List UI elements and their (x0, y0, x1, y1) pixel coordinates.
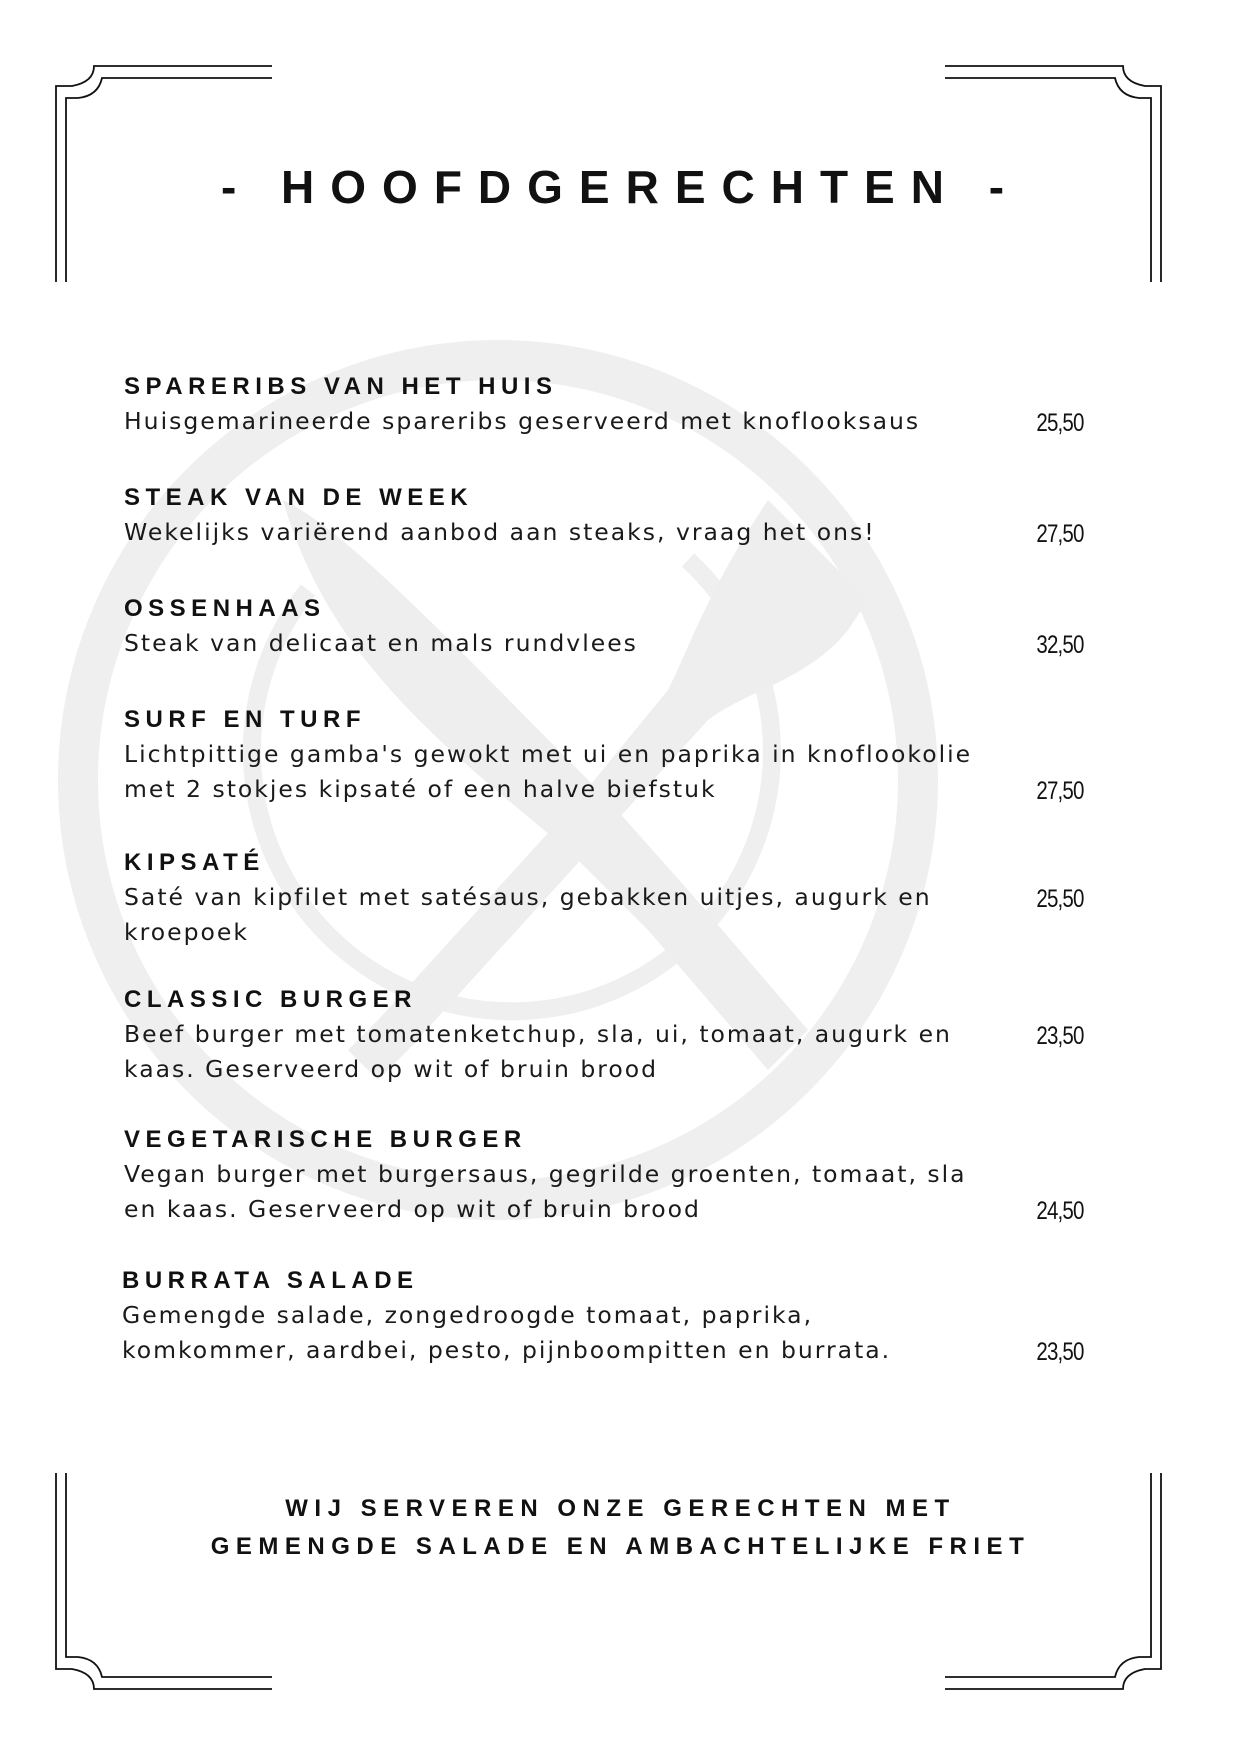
menu-item (124, 1123, 1084, 1227)
item-description: Lichtpittige gamba's gewokt met ui en paprika in knoflookolie met 2 stokjes kipsaté of een halve biefstuk (124, 740, 973, 803)
item-name: OSSENHAAS (124, 595, 326, 622)
item-name: VEGETARISCHE BURGER (124, 1126, 527, 1153)
footer-line-2: GEMENGDE SALADE EN AMBACHTELIJKE FRIET (210, 1533, 1031, 1560)
item-name: SPARERIBS VAN HET HUIS (124, 373, 558, 400)
menu-item (124, 592, 1084, 661)
item-price: 27,50 (1036, 777, 1084, 805)
item-description: Huisgemarineerde spareribs geserveerd met knoflooksaus (124, 407, 921, 435)
menu-item (124, 983, 1084, 1087)
footer-line-1: WIJ SERVEREN ONZE GERECHTEN MET (285, 1495, 956, 1522)
item-price: 23,50 (1036, 1022, 1084, 1050)
menu-item (124, 703, 1084, 807)
item-description: Wekelijks variërend aanbod aan steaks, vraag het ons! (124, 518, 876, 546)
item-price: 23,50 (1036, 1338, 1084, 1366)
item-name: CLASSIC BURGER (124, 986, 418, 1013)
item-name: SURF EN TURF (124, 706, 366, 733)
item-description: Gemengde salade, zongedroogde tomaat, paprika, komkommer, aardbei, pesto, pijnboompitten en burrata. (122, 1301, 892, 1364)
item-name: STEAK VAN DE WEEK (124, 484, 474, 511)
menu-item (124, 370, 1084, 439)
item-name: KIPSATÉ (124, 849, 265, 876)
item-price: 24,50 (1036, 1197, 1084, 1225)
item-description: Steak van delicaat en mals rundvlees (124, 629, 638, 657)
item-price: 32,50 (1036, 631, 1084, 659)
item-description: Beef burger met tomatenketchup, sla, ui, tomaat, augurk en kaas. Geserveerd op wit of bruin brood (124, 1020, 952, 1083)
menu-item (122, 1264, 1082, 1368)
item-description: Saté van kipfilet met satésaus, gebakken uitjes, augurk en kroepoek (124, 883, 932, 946)
item-price: 25,50 (1036, 409, 1084, 437)
item-price: 27,50 (1036, 520, 1084, 548)
item-name: BURRATA SALADE (122, 1267, 419, 1294)
item-price: 25,50 (1036, 885, 1084, 913)
menu-item (124, 481, 1084, 550)
footer-note (0, 1490, 1241, 1566)
item-description: Vegan burger met burgersaus, gegrilde groenten, tomaat, sla en kaas. Geserveerd op wit of bruin brood (124, 1160, 967, 1223)
page-title: - HOOFDGERECHTEN - (220, 161, 1021, 213)
menu-item (124, 846, 1084, 950)
